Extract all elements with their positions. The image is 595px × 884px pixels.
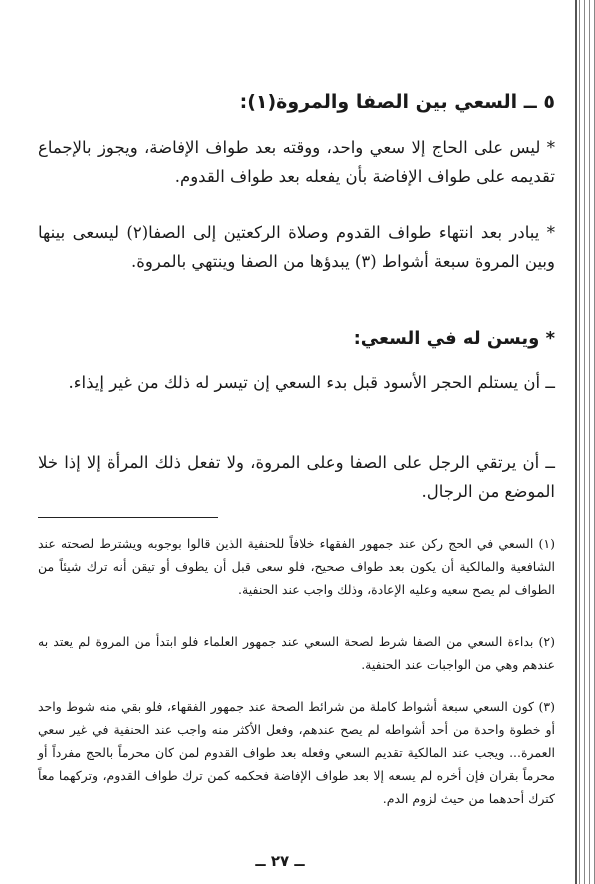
page-number: ــ ٢٧ ــ — [255, 852, 305, 870]
paragraph-one-sai: * ليس على الحاج إلا سعي واحد، ووقته بعد طواف الإفاضة، ويجوز بالإجماع تقديمه على طواف الإفاضة بأن يفعله بعد طواف القدوم. — [38, 138, 555, 186]
sunnah-item-ascend: ــ أن يرتقي الرجل على الصفا وعلى المروة، ولا تفعل ذلك المرأة إلا إذا خلا الموضع من الرجال. — [38, 453, 555, 501]
section-heading: ٥ ــ السعي بين الصفا والمروة(١): — [239, 91, 555, 113]
footnote-2: (٢) بداءة السعي من الصفا شرط لصحة السعي عند جمهور العلماء فلو ابتدأ من المروة لم يعتد به عندهم وهي من الواجبات عند الحنفية. — [38, 634, 555, 672]
page-edge-border — [575, 0, 595, 884]
footnote-1: (١) السعي في الحج ركن عند جمهور الفقهاء خلافاً للحنفية الذين قالوا بوجوبه ويشترط لصحته عند الشافعية والمالكية أن يكون بعد طواف صحيح، فلو سعى قبل أن يطوف أو تيقن أنه ترك شيئاً من الطواف لم يصح سعيه وعليه الإعادة، وذلك واجب عند الحنفية. — [38, 536, 555, 597]
paragraph-start-sai: * يبادر بعد انتهاء طواف القدوم وصلاة الركعتين إلى الصفا(٢) ليسعى بينها وبين المروة سبعة أشواط (٣) يبدؤها من الصفا وينتهي بالمروة. — [38, 223, 555, 271]
footnote-3: (٣) كون السعي سبعة أشواط كاملة من شرائط الصحة عند جمهور الفقهاء، فلو بقي منه شوط واحد أو خطوة واحدة من أحد أشواطه لم يصح عندهم، وفعل الأكثر منه واجب عند الحنفية في غير سعي العمرة... ويجب عند المالكية تقديم السعي وفعله بعد طواف القدوم لمن كان محرماً بالحج مفرداً أو محرماً بقران فإن أخره لم يسعه إلا بعد طواف الإفاضة فحكمه كمن ترك طواف القدوم، وتركهما معاً كترك أحدهما من حيث لزوم الدم. — [38, 699, 555, 806]
footnote-separator — [38, 517, 218, 518]
sunnah-item-istilam: ــ أن يستلم الحجر الأسود قبل بدء السعي إن تيسر له ذلك من غير إيذاء. — [68, 373, 555, 392]
sunnah-subheading: * ويسن له في السعي: — [353, 328, 555, 349]
